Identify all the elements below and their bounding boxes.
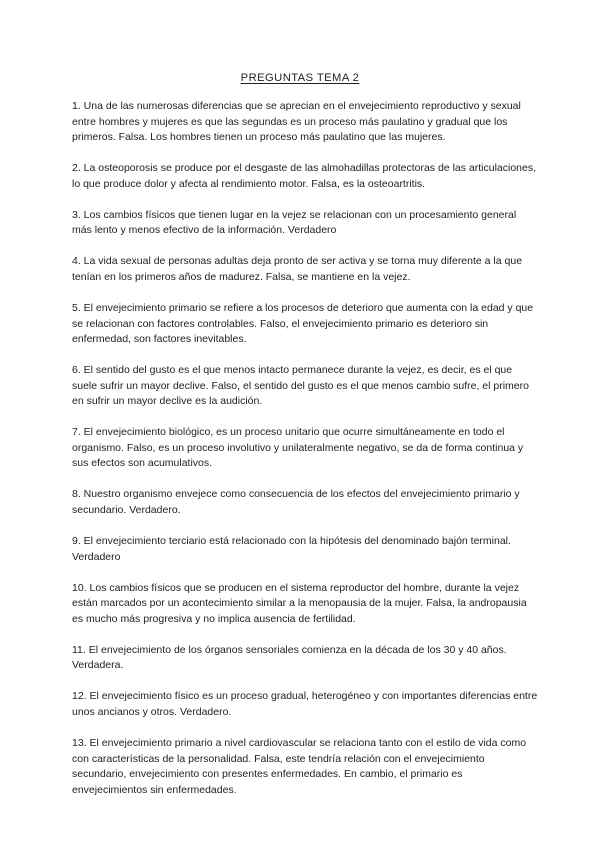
- question-11: 11. El envejecimiento de los órganos sensoriales comienza en la década de los 30 y 40 años. Verdadera.: [72, 643, 507, 672]
- question-list: [72, 99, 538, 814]
- page-title: PREGUNTAS TEMA 2: [240, 72, 360, 84]
- question-4: 4. La vida sexual de personas adultas deja pronto de ser activa y se torna muy diferente a la que tenían en los primeros años de madurez. Falsa, se mantiene en la vejez.: [72, 255, 523, 283]
- question-13: 13. El envejecimiento primario a nivel cardiovascular se relaciona tanto con el estilo de vida como con características de la personalidad. Falsa, este tendría relación con el envejecimiento secundario, envejecimiento con presentes enfermedades. En cambio, el primario es envejecimientos sin enfermedades.: [72, 736, 527, 796]
- question-6: 6. El sentido del gusto es el que menos intacto permanece durante la vejez, es decir, es el que suele sufrir un mayor declive. Falso, el sentido del gusto es el que menos cambio sufre, el primero en sufrir un mayor declive es la audición.: [72, 364, 529, 408]
- question-5: 5. El envejecimiento primario se refiere a los procesos de deterioro que aumenta con la edad y que se relacionan con factores controlables. Falso, el envejecimiento primario es deterioro sin enfermedad, son factores inevitables.: [72, 301, 534, 346]
- question-9: 9. El envejecimiento terciario está relacionado con la hipótesis del denominado bajón terminal. Verdadero: [72, 535, 511, 563]
- question-10: 10. Los cambios físicos que se producen en el sistema reproductor del hombre, durante la vejez están marcados por un acontecimiento similar a la menopausia de la mujer. Falsa, la andropausia es mucho más progresiva y no implica ausencia de fertilidad.: [72, 581, 527, 625]
- question-1: 1. Una de las numerosas diferencias que se aprecian en el envejecimiento reproductivo y sexual entre hombres y mujeres es que las segundas es un proceso más paulatino y gradual que los primeros. Falsa. Los hombres tienen un proceso más paulatino que las mujeres.: [72, 100, 521, 144]
- question-12: 12. El envejecimiento físico es un proceso gradual, heterogéneo y con importantes diferencias entre unos ancianos y otros. Verdadero.: [72, 690, 538, 718]
- question-2: 2. La osteoporosis se produce por el desgaste de las almohadillas protectoras de las articulaciones, lo que produce dolor y afecta al rendimiento motor. Falsa, es la osteoartritis.: [72, 162, 537, 190]
- question-8: 8. Nuestro organismo envejece como consecuencia de los efectos del envejecimiento primario y secundario. Verdadero.: [72, 488, 520, 517]
- question-3: 3. Los cambios físicos que tienen lugar en la vejez se relacionan con un procesamiento general más lento y menos efectivo de la información. Verdadero: [72, 208, 517, 237]
- question-7: 7. El envejecimiento biológico, es un proceso unitario que ocurre simultáneamente en todo el organismo. Falso, es un proceso involutivo y unilateralmente negativo, se da de forma continua y sus efectos son acumulativos.: [72, 426, 524, 470]
